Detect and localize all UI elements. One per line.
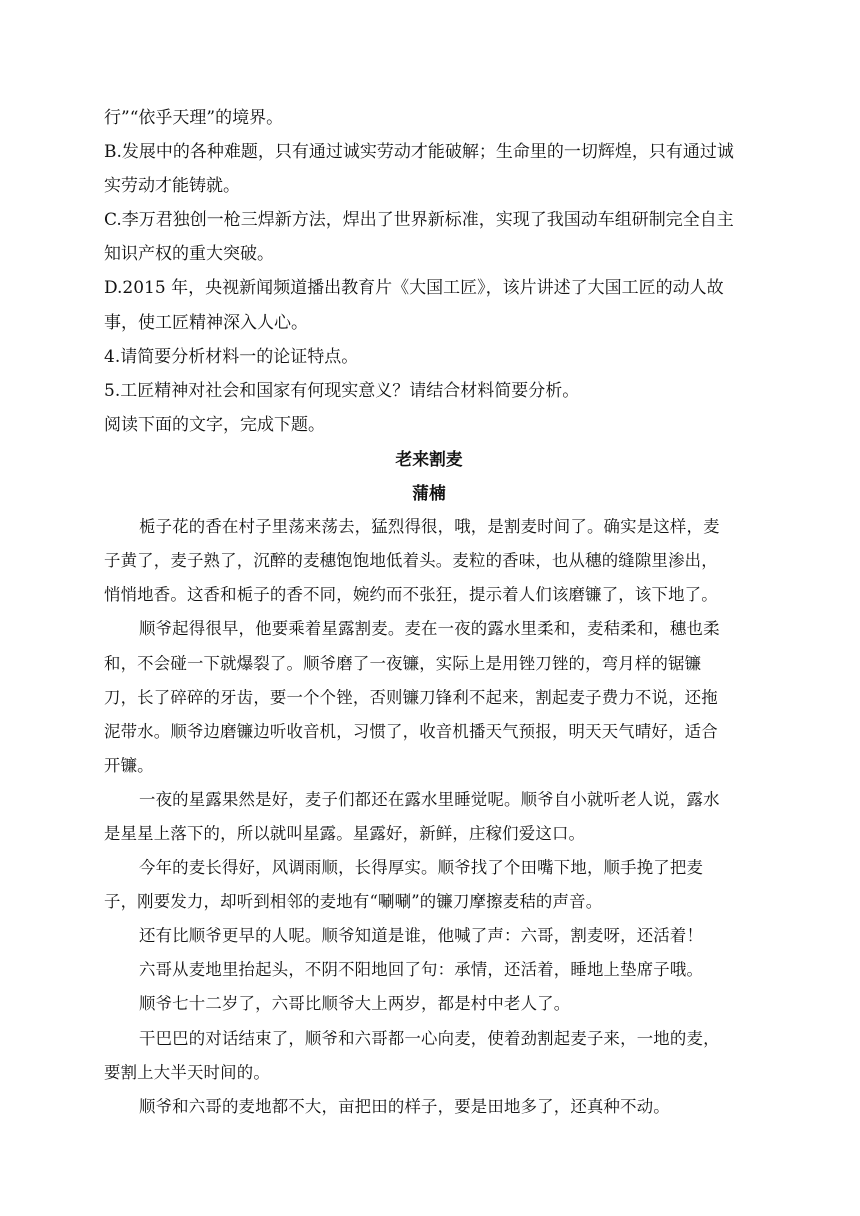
paragraph-line: 和，不会碰一下就爆裂了。顺爷磨了一夜镰，实际上是用锉刀锉的，弯月样的锯镰: [104, 653, 702, 673]
paragraph-line: 悄悄地香。这香和栀子的香不同，婉约而不张狂，提示着人们该磨镰了，该下地了。: [104, 585, 718, 605]
paragraph-line: 一夜的星露果然是好，麦子们都还在露水里睡觉呢。顺爷自小就听老人说，露水: [139, 789, 720, 809]
text-line: 行”“依乎天理”的境界。: [104, 108, 284, 128]
paragraph-line: 顺爷起得很早，他要乘着星露割麦。麦在一夜的露水里柔和，麦秸柔和，穗也柔: [139, 619, 720, 639]
paragraph-line: 还有比顺爷更早的人呢。顺爷知道是谁，他喊了声：六哥，割麦呀，还活着！: [139, 926, 704, 946]
paragraph-line: 六哥从麦地里抬起头，不阴不阳地回了句：承情，还活着，睡地上垫席子哦。: [139, 960, 704, 980]
option-d-line-2: 事，使工匠精神深入人心。: [104, 312, 308, 333]
option-d-line-1: D.2015 年，央视新闻频道播出教育片《大国工匠》，该片讲述了大国工匠的动人故: [104, 278, 724, 299]
paragraph-line: 泥带水。顺爷边磨镰边听收音机，习惯了，收音机播天气预报，明天天气晴好，适合: [104, 721, 718, 741]
paragraph-line: 开镰。: [104, 755, 154, 775]
question-5: 5.工匠精神对社会和国家有何现实意义？请结合材料简要分析。: [104, 380, 580, 401]
question-4: 4.请简要分析材料一的论证特点。: [104, 346, 359, 367]
text-body: [104, 101, 754, 1124]
paragraph-line: 是星星上落下的，所以就叫星露。星露好，新鲜，庄稼们爱这口。: [104, 823, 586, 843]
story-title: 老来割麦: [395, 448, 463, 469]
paragraph-line: 干巴巴的对话结束了，顺爷和六哥都一心向麦，使着劲割起麦子来，一地的麦，: [139, 1028, 720, 1048]
paragraph-line: 子黄了，麦子熟了，沉醉的麦穗饱饱地低着头。麦粒的香味，也从穗的缝隙里渗出，: [104, 551, 718, 571]
paragraph-line: 子，刚要发力，却听到相邻的麦地有“唰唰”的镰刀摩擦麦秸的声音。: [104, 892, 603, 912]
paragraph-line: 栀子花的香在村子里荡来荡去，猛烈得很，哦，是割麦时间了。确实是这样，麦: [139, 517, 720, 537]
option-c-line-2: 知识产权的重大突破。: [104, 244, 274, 265]
reading-instruction: 阅读下面的文字，完成下题。: [104, 414, 325, 435]
paragraph-line: 顺爷七十二岁了，六哥比顺爷大上两岁，都是村中老人了。: [139, 994, 571, 1014]
story-author: 蒲楠: [412, 483, 446, 504]
option-b-line-1: B.发展中的各种难题，只有通过诚实劳动才能破解；生命里的一切辉煌，只有通过诚: [104, 142, 734, 163]
paragraph-line: 刀，长了碎碎的牙齿，要一个个锉，否则镰刀锋利不起来，割起麦子费力不说，还拖: [104, 687, 718, 707]
option-c-line-1: C.李万君独创一枪三焊新方法，焊出了世界新标准，实现了我国动车组研制完全自主: [104, 210, 734, 231]
paragraph-line: 要割上大半天时间的。: [104, 1062, 270, 1082]
paragraph-line: 今年的麦长得好，风调雨顺，长得厚实。顺爷找了个田嘴下地，顺手挽了把麦: [139, 858, 704, 878]
paragraph-line: 顺爷和六哥的麦地都不大，亩把田的样子，要是田地多了，还真种不动。: [139, 1096, 670, 1116]
option-b-line-2: 实劳动才能铸就。: [104, 176, 240, 197]
